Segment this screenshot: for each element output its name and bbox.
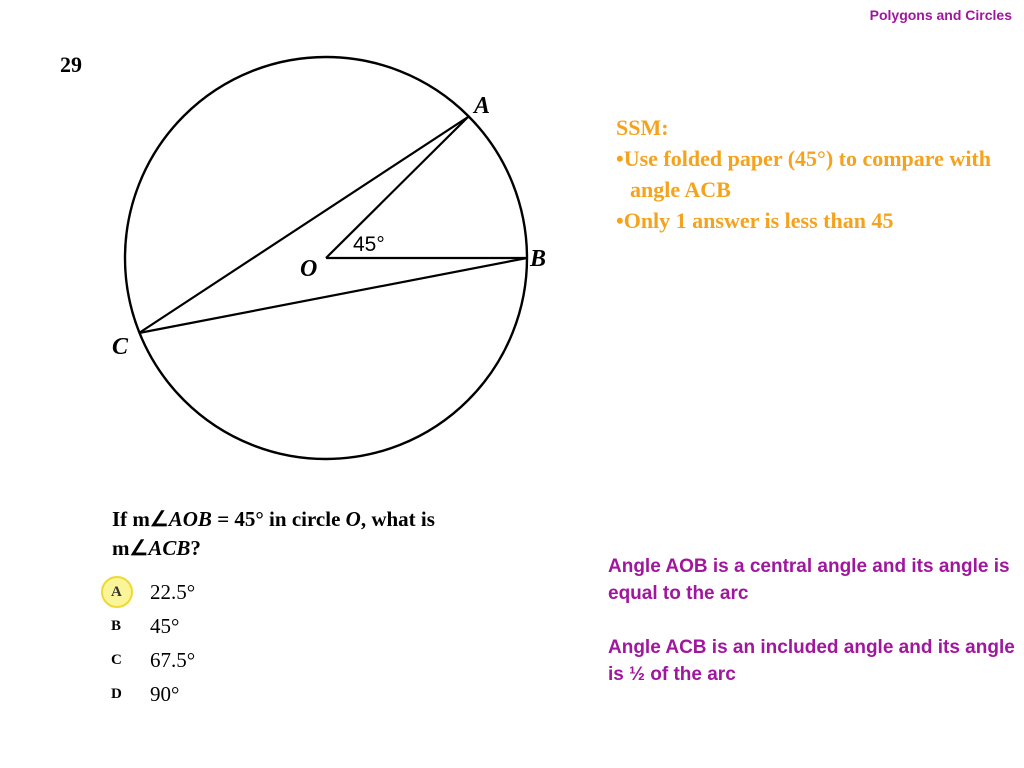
- point-o-label: O: [300, 256, 318, 282]
- point-b-label: B: [530, 246, 547, 272]
- choice-letter: B: [111, 618, 122, 634]
- ssm-bullet: •Only 1 answer is less than 45: [616, 208, 894, 233]
- note-included-angle: Angle ACB is an included angle and its angle is ½ of the arc: [608, 637, 1015, 685]
- angle-aob-label: 45°: [353, 233, 385, 256]
- choice-value: 90°: [150, 682, 180, 706]
- choice-value: 22.5°: [150, 580, 196, 604]
- question-number: 29: [60, 52, 82, 77]
- ssm-bullet: •Use folded paper (45°) to compare with angle ACB: [616, 146, 991, 202]
- segment-oa: [326, 117, 468, 258]
- note-central-angle: Angle AOB is a central angle and its angle is equal to the arc: [608, 556, 1010, 604]
- choice-value: 67.5°: [150, 648, 196, 672]
- choice-value: 45°: [150, 614, 180, 638]
- point-a-label: A: [474, 93, 491, 119]
- choice-letter: D: [111, 686, 122, 702]
- header-title: Polygons and Circles: [869, 7, 1012, 23]
- point-c-label: C: [112, 334, 129, 360]
- choice-letter: A: [111, 584, 122, 600]
- question-line-2: m∠ACB?: [112, 536, 201, 560]
- ssm-heading: SSM:: [616, 115, 669, 140]
- ssm-strategy: [616, 112, 1024, 236]
- question-line-1: If m∠AOB = 45° in circle O, what is: [112, 507, 435, 531]
- question-text: [112, 505, 435, 563]
- choice-letter: C: [111, 652, 122, 668]
- explanation-notes: [608, 553, 1024, 688]
